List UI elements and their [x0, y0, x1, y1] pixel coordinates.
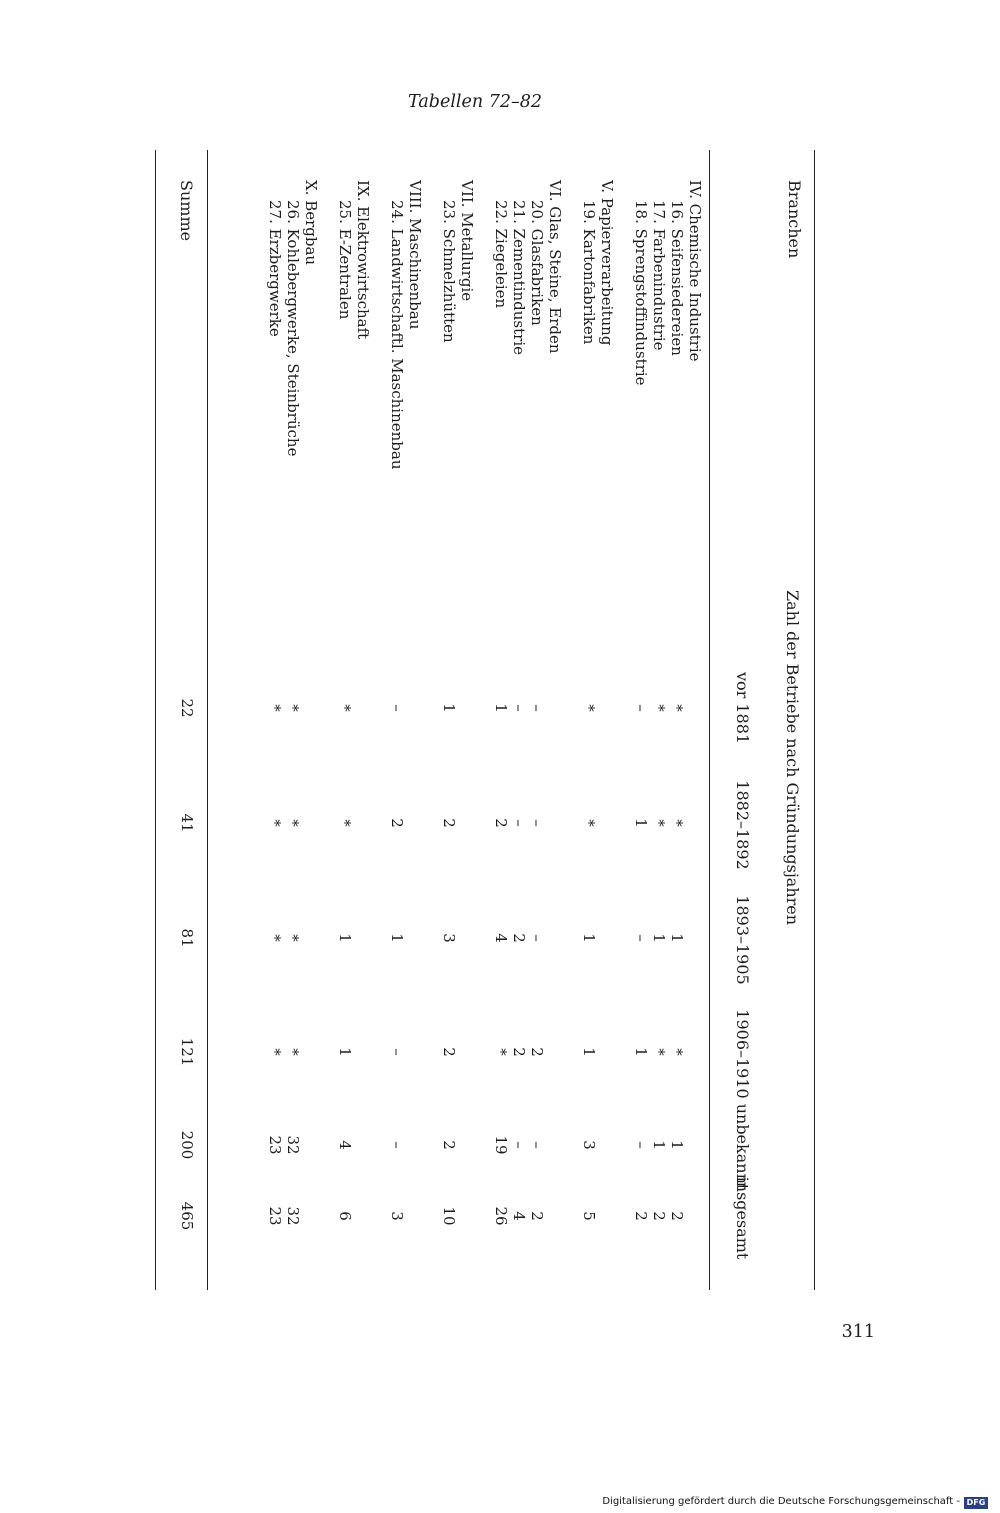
sum-cell: 200 — [178, 1130, 196, 1160]
table-cell: 23 — [266, 1135, 284, 1155]
table-cell: * — [266, 704, 284, 712]
table-cell: 4 — [492, 933, 510, 943]
table-cell: * — [266, 819, 284, 827]
table-top-rule — [814, 150, 815, 1290]
sum-label: Summe — [177, 180, 196, 242]
table-cell: 4 — [336, 1140, 354, 1150]
row-label: 24. Landwirtschaftl. Maschinenbau — [388, 200, 406, 470]
table-cell: * — [650, 819, 668, 827]
table-cell: – — [528, 934, 546, 942]
section-label: IX. Elektrowirtschaft — [354, 180, 372, 340]
table-cell: – — [510, 819, 528, 827]
table-cell: – — [388, 1141, 406, 1149]
sum-top-rule — [207, 150, 208, 1290]
row-label: 20. Glasfabriken — [528, 200, 546, 326]
table-cell: 1 — [668, 933, 686, 943]
footer-bar — [0, 1496, 1000, 1513]
table-cell: 6 — [336, 1211, 354, 1221]
row-label: 25. E-Zentralen — [336, 200, 354, 320]
row-label: 19. Kartonfabriken — [580, 200, 598, 345]
table-bottom-rule — [155, 150, 156, 1290]
dfg-logo: DFG — [964, 1497, 988, 1509]
table-cell: 1 — [492, 703, 510, 713]
table-cell: 1 — [632, 818, 650, 828]
table-cell: 1 — [336, 933, 354, 943]
table-cell: – — [528, 704, 546, 712]
table-cell: 4 — [510, 1211, 528, 1221]
table-cell: 2 — [440, 1140, 458, 1150]
table-cell: * — [668, 704, 686, 712]
header-bottom-rule — [709, 150, 710, 1290]
table-cell: * — [266, 1048, 284, 1056]
table-cell: 2 — [528, 1211, 546, 1221]
sum-cell: 22 — [178, 698, 196, 718]
table-cell: 3 — [580, 1140, 598, 1150]
table-cell: 1 — [650, 1140, 668, 1150]
table-cell: 2 — [510, 933, 528, 943]
table-cell: – — [510, 1141, 528, 1149]
table-cell: 2 — [510, 1047, 528, 1057]
rotated-table — [150, 150, 820, 1290]
table-cell: – — [632, 1141, 650, 1149]
section-label: VI. Glas, Steine, Erden — [546, 180, 564, 354]
column-header: unbekannt — [733, 1103, 752, 1191]
column-header: 1893–1905 — [733, 895, 752, 985]
table-cell: 1 — [668, 1140, 686, 1150]
section-label: VIII. Maschinenbau — [406, 180, 424, 330]
section-label: X. Bergbau — [302, 180, 320, 266]
footer-text: Digitalisierung gefördert durch die Deutsche Forschungsgemeinschaft - — [602, 1496, 960, 1507]
table-cell: 2 — [632, 1211, 650, 1221]
row-label: 17. Farbenindustrie — [650, 200, 668, 351]
table-cell: – — [528, 819, 546, 827]
row-label: 16. Seifensiedereien — [668, 200, 686, 356]
table-cell: 1 — [440, 703, 458, 713]
section-label: IV. Chemische Industrie — [686, 180, 704, 362]
column-header: 1882–1892 — [733, 780, 752, 870]
table-cell: * — [580, 819, 598, 827]
running-header: Tabellen 72–82 — [408, 92, 542, 112]
column-header: vor 1881 — [733, 671, 752, 745]
table-cell: * — [284, 819, 302, 827]
table-cell: 2 — [650, 1211, 668, 1221]
sum-cell: 465 — [178, 1201, 196, 1231]
table-cell: – — [388, 1048, 406, 1056]
table-cell: * — [650, 1048, 668, 1056]
table-cell: 2 — [528, 1047, 546, 1057]
table-cell: – — [510, 704, 528, 712]
sum-cell: 121 — [178, 1037, 196, 1067]
table-cell: – — [632, 934, 650, 942]
table-cell: 2 — [440, 818, 458, 828]
table-cell: * — [668, 819, 686, 827]
column-header: 1906–1910 — [733, 1009, 752, 1099]
table-cell: * — [580, 704, 598, 712]
section-label: V. Papierverarbeitung — [598, 180, 616, 346]
row-label: 22. Ziegeleien — [492, 200, 510, 309]
table-cell: 10 — [440, 1206, 458, 1226]
table-cell: 1 — [580, 933, 598, 943]
table-cell: 23 — [266, 1206, 284, 1226]
table-cell: 1 — [388, 933, 406, 943]
table-cell: * — [492, 1048, 510, 1056]
section-label: VII. Metallurgie — [458, 180, 476, 302]
table-cell: * — [284, 1048, 302, 1056]
column-header: insgesamt — [733, 1176, 752, 1260]
sum-cell: 41 — [178, 813, 196, 833]
table-cell: * — [650, 704, 668, 712]
table-cell: 1 — [632, 1047, 650, 1057]
table-cell: * — [668, 1048, 686, 1056]
table-cell: 32 — [284, 1135, 302, 1155]
table-cell: 5 — [580, 1211, 598, 1221]
table-cell: 1 — [580, 1047, 598, 1057]
table-cell: * — [284, 934, 302, 942]
table-cell: 3 — [388, 1211, 406, 1221]
table-cell: * — [336, 819, 354, 827]
row-label: 18. Sprengstoffindustrie — [632, 200, 650, 386]
table-cell: 2 — [440, 1047, 458, 1057]
table-cell: * — [336, 704, 354, 712]
table-cell: * — [284, 704, 302, 712]
sum-cell: 81 — [178, 928, 196, 948]
table-cell: 2 — [492, 818, 510, 828]
table-cell: * — [266, 934, 284, 942]
table-cell: 1 — [336, 1047, 354, 1057]
row-label: 23. Schmelzhütten — [440, 200, 458, 343]
page-number: 311 — [841, 1322, 875, 1342]
table-cell: 2 — [668, 1211, 686, 1221]
table-cell: – — [388, 704, 406, 712]
table-cell: 19 — [492, 1135, 510, 1155]
table-cell: – — [528, 1141, 546, 1149]
row-label: 27. Erzbergwerke — [266, 200, 284, 337]
table-cell: 1 — [650, 933, 668, 943]
table-cell: – — [632, 704, 650, 712]
table-cell: 2 — [388, 818, 406, 828]
row-label: 21. Zementindustrie — [510, 200, 528, 356]
col-header-branchen: Branchen — [785, 180, 804, 259]
table-cell: 32 — [284, 1206, 302, 1226]
row-label: 26. Kohlebergwerke, Steinbrüche — [284, 200, 302, 457]
table-cell: 26 — [492, 1206, 510, 1226]
group-header: Zahl der Betriebe nach Gründungsjahren — [783, 590, 802, 926]
table-cell: 3 — [440, 933, 458, 943]
